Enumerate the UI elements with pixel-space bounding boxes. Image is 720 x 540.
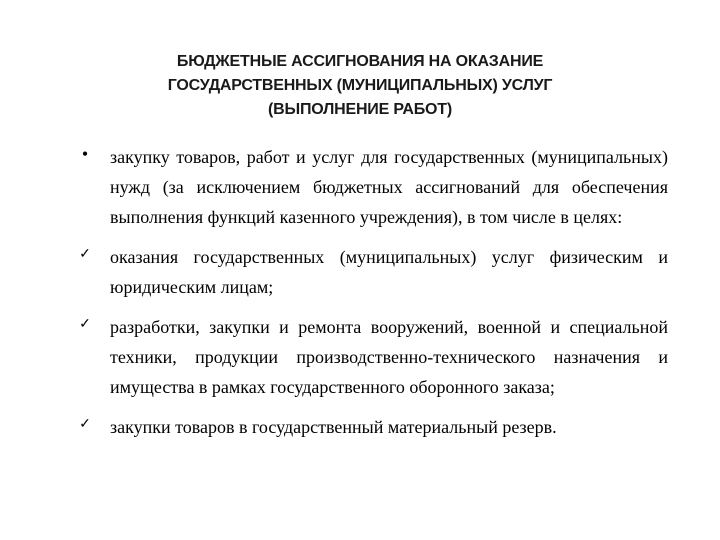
title-line-3: (ВЫПОЛНЕНИЕ РАБОТ) <box>268 101 452 118</box>
title-line-1: БЮДЖЕТНЫЕ АССИГНОВАНИЯ НА ОКАЗАНИЕ <box>176 53 544 70</box>
check-icon: ✓ <box>79 317 91 332</box>
list-item <box>78 412 668 442</box>
bullet-list <box>78 142 668 452</box>
list-item-text: разработки, закупки и ремонта вооружений, военной и специальной техники, продукции производственно-технического назначения и имущества в рамках государственного оборонного заказа; <box>110 317 668 397</box>
check-icon: ✓ <box>79 247 91 262</box>
slide-title <box>60 50 660 122</box>
list-item <box>78 142 668 232</box>
title-line-2: ГОСУДАРСТВЕННЫХ (МУНИЦИПАЛЬНЫХ) УСЛУГ <box>167 77 553 94</box>
list-item <box>78 242 668 302</box>
bullet-icon: • <box>81 144 89 164</box>
list-item <box>78 312 668 402</box>
list-item-text: закупку товаров, работ и услуг для государственных (муниципальных) нужд (за исключением бюджетных ассигнований для обеспечения выполнения функций казенного учреждения), в том числе в целях: <box>110 147 668 227</box>
check-icon: ✓ <box>79 417 91 432</box>
list-item-text: закупки товаров в государственный материальный резерв. <box>110 417 557 437</box>
list-item-text: оказания государственных (муниципальных) услуг физическим и юридическим лицам; <box>110 247 668 297</box>
